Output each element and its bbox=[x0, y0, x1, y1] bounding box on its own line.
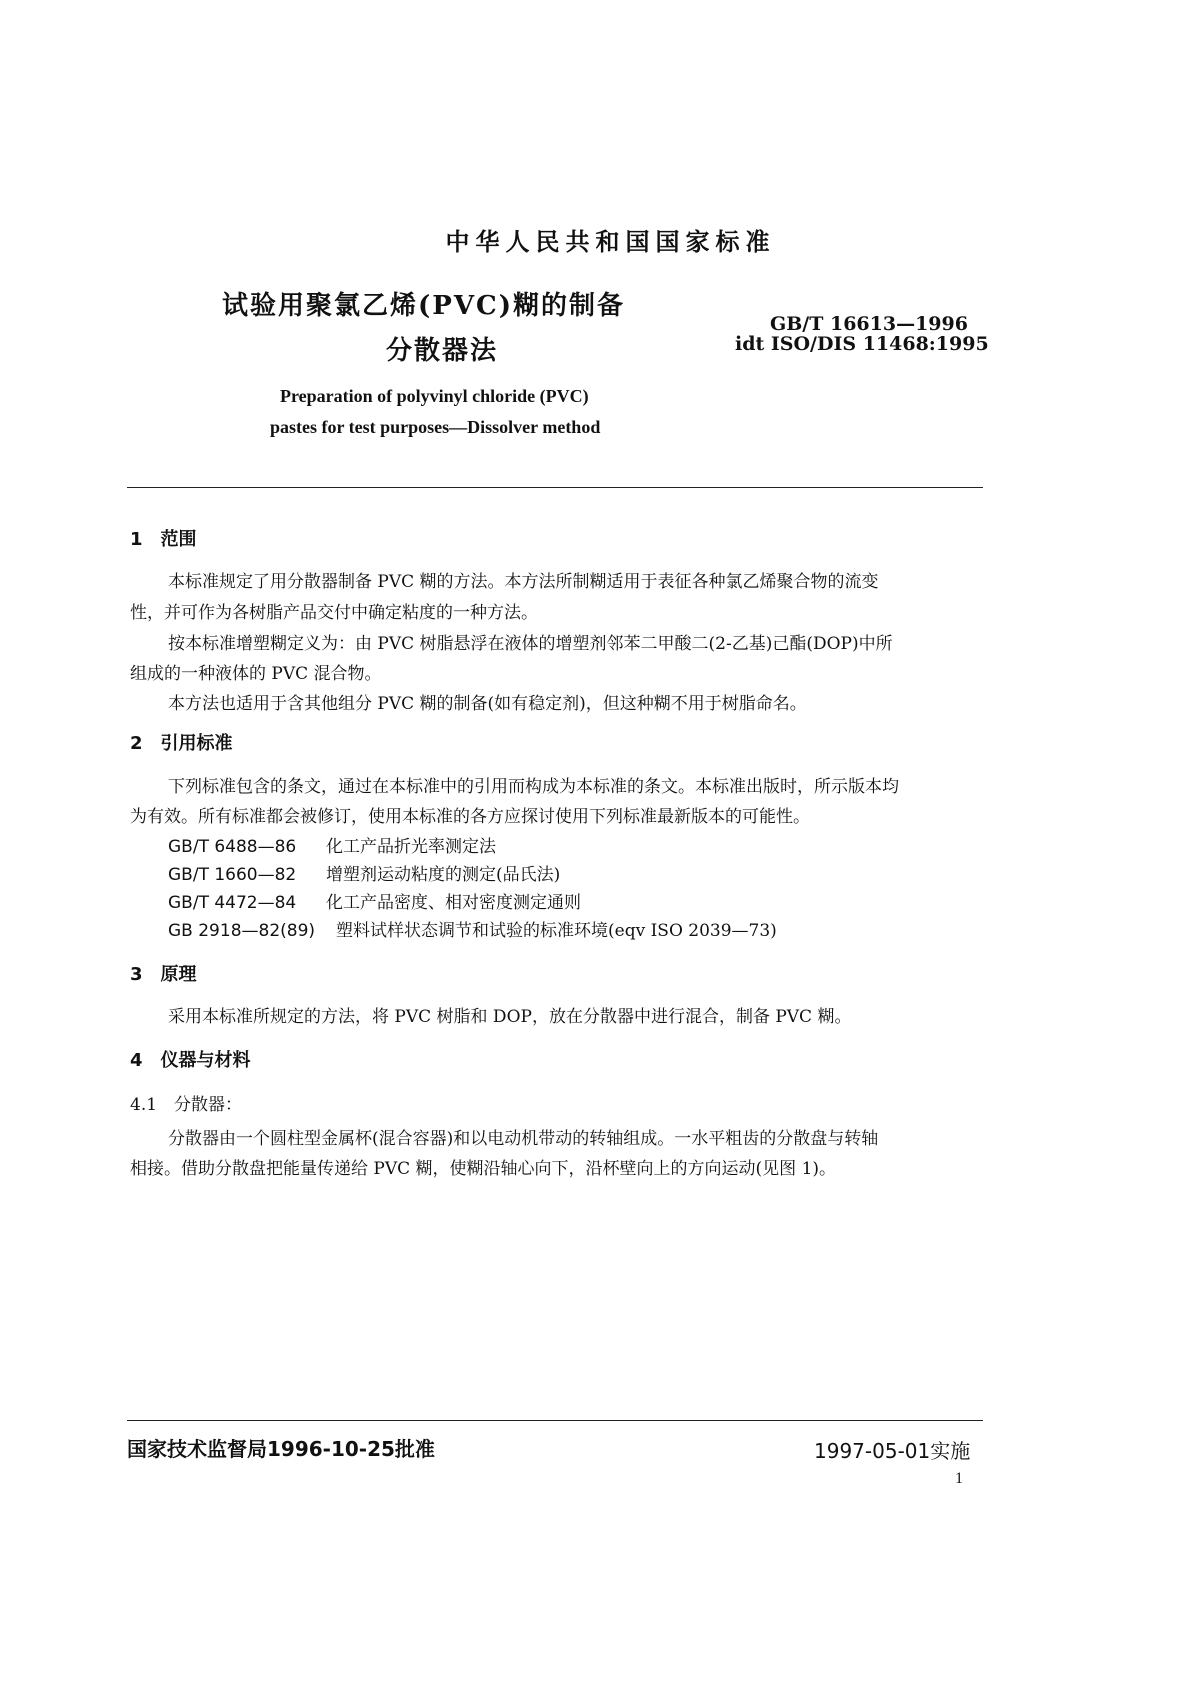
subsection-4-1-heading: 4.1 分散器： bbox=[130, 1095, 243, 1115]
section-3-heading: 3 原理 bbox=[130, 964, 197, 985]
section-1-heading: 1 范围 bbox=[130, 529, 197, 550]
english-title-line-2: pastes for test purposes—Dissolver method bbox=[270, 417, 601, 437]
reference-title: 化工产品折光率测定法 bbox=[326, 837, 496, 857]
title-line-2: 分散器法 bbox=[386, 336, 499, 366]
section-2-para-1-line-1: 下列标准包含的条文，通过在本标准中的引用而构成为本标准的条文。本标准出版时，所示版本均 bbox=[168, 777, 899, 797]
standard-equivalence bbox=[735, 333, 989, 355]
reference-item-2 bbox=[168, 860, 560, 885]
section-1-para-2-line-2: 组成的一种液体的 PVC 混合物。 bbox=[130, 664, 382, 684]
standard-code-text: GB/T 16613—1996 bbox=[770, 313, 968, 335]
section-2-heading: 2 引用标准 bbox=[130, 733, 233, 754]
title-line-1: 试验用聚氯乙烯(PVC)糊的制备 bbox=[222, 291, 626, 321]
page-number: 1 bbox=[955, 1470, 963, 1487]
reference-title: 塑料试样状态调节和试验的标准环境(eqv ISO 2039—73) bbox=[336, 921, 777, 941]
section-3-para-1: 采用本标准所规定的方法，将 PVC 树脂和 DOP，放在分散器中进行混合，制备 PVC 糊。 bbox=[168, 1007, 852, 1027]
reference-item-4 bbox=[168, 916, 777, 941]
approval-date: 国家技术监督局1996-10-25批准 bbox=[127, 1437, 435, 1461]
reference-code: GB/T 4472—84 bbox=[168, 893, 297, 913]
section-2-para-1-line-2: 为有效。所有标准都会被修订，使用本标准的各方应探讨使用下列标准最新版本的可能性。 bbox=[130, 807, 810, 827]
section-1-para-2-line-1: 按本标准增塑糊定义为：由 PVC 树脂悬浮在液体的增塑剂邻苯二甲酸二(2-乙基)己酯(DOP)中所 bbox=[168, 634, 893, 654]
section-4-heading: 4 仪器与材料 bbox=[130, 1050, 251, 1071]
reference-title: 增塑剂运动粘度的测定(品氏法) bbox=[326, 865, 561, 885]
reference-code: GB/T 1660—82 bbox=[168, 865, 297, 885]
english-title-line-1: Preparation of polyvinyl chloride (PVC) bbox=[280, 386, 589, 406]
section-1-para-1-line-2: 性，并可作为各树脂产品交付中确定粘度的一种方法。 bbox=[130, 603, 538, 623]
section-1-para-1-line-1: 本标准规定了用分散器制备 PVC 糊的方法。本方法所制糊适用于表征各种氯乙烯聚合物的流变 bbox=[168, 572, 879, 592]
national-standard-header: 中华人民共和国国家标准 bbox=[445, 227, 776, 256]
section-4-para-1-line-1: 分散器由一个圆柱型金属杯(混合容器)和以电动机带动的转轴组成。一水平粗齿的分散盘与转轴 bbox=[168, 1129, 879, 1149]
section-1-para-3: 本方法也适用于含其他组分 PVC 糊的制备(如有稳定剂)，但这种糊不用于树脂命名。 bbox=[168, 694, 807, 714]
standard-equivalence-text: idt ISO/DIS 11468:1995 bbox=[735, 333, 989, 355]
standard-code bbox=[770, 313, 968, 335]
footer-divider bbox=[127, 1420, 983, 1421]
implementation-date: 1997-05-01实施 bbox=[814, 1439, 971, 1463]
reference-item-3 bbox=[168, 888, 581, 913]
reference-title: 化工产品密度、相对密度测定通则 bbox=[326, 893, 581, 913]
reference-code: GB/T 6488—86 bbox=[168, 837, 297, 857]
reference-item-1 bbox=[168, 832, 496, 857]
header-divider bbox=[127, 487, 983, 488]
reference-code: GB 2918—82(89) bbox=[168, 921, 316, 941]
section-4-para-1-line-2: 相接。借助分散盘把能量传递给 PVC 糊，使糊沿轴心向下，沿杯壁向上的方向运动(见图 1)。 bbox=[130, 1159, 837, 1179]
